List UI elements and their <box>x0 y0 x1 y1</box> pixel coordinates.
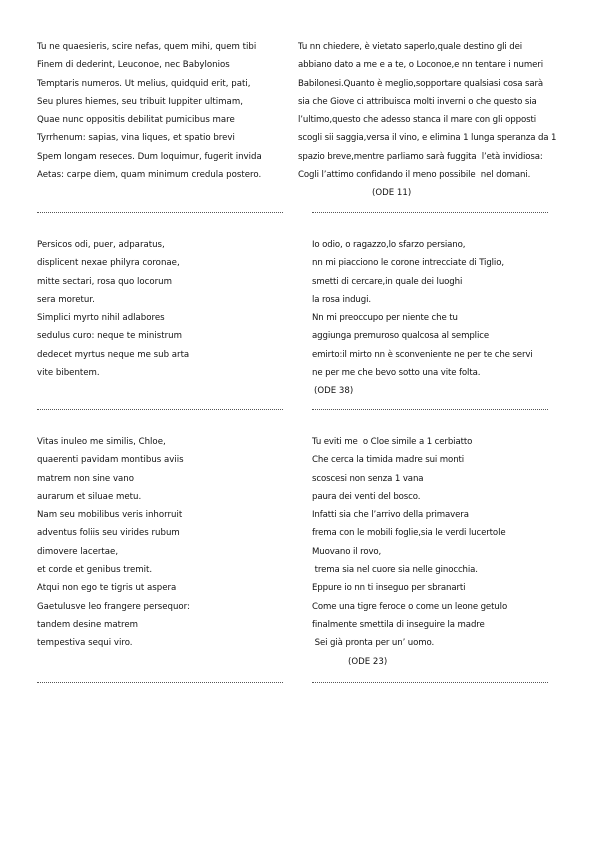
italian-line: Io odio, o ragazzo,lo sfarzo persiano, <box>312 240 466 250</box>
latin-line: Vitas inuleo me similis, Chloe, <box>37 437 166 447</box>
italian-line: Come una tigre feroce o come un leone getulo <box>312 601 508 612</box>
latin-line: dedecet myrtus neque me sub arta <box>37 349 190 360</box>
italian-line: abbiano dato a me e a te, o Loconoe,e nn tentare i numeri <box>298 60 543 71</box>
italian-line: Cogli l’attimo confidando il meno possibile nel domani. <box>298 170 531 181</box>
italian-translation-ode-38 <box>312 236 588 401</box>
latin-line: dimovere lacertae, <box>37 546 119 557</box>
latin-line: aurarum et siluae metu. <box>37 491 142 502</box>
latin-stanza-ode-23 <box>37 433 287 653</box>
dotted-separator <box>37 212 283 213</box>
italian-line: Tu nn chiedere, è vietato saperlo,quale destino gli dei <box>298 42 523 52</box>
italian-line: Che cerca la timida madre sui monti <box>312 455 465 466</box>
latin-line: displicent nexae philyra coronae, <box>37 258 180 269</box>
italian-line: spazio breve,mentre parliamo sarà fuggita l’età invidiosa: <box>298 151 543 162</box>
latin-line: Aetas: carpe diem, quam minimum credula postero. <box>37 170 262 181</box>
latin-line: quaerenti pavidam montibus aviis <box>37 455 184 466</box>
latin-line: Atqui non ego te tigris ut aspera <box>37 583 177 594</box>
dotted-separator <box>312 409 548 410</box>
latin-stanza-ode-11 <box>37 38 287 184</box>
latin-line: adventus foliis seu virides rubum <box>37 528 180 539</box>
italian-line: Tu eviti me o Cloe simile a 1 cerbiatto <box>312 437 473 447</box>
latin-line: Quae nunc oppositis debilitat pumicibus mare <box>37 115 235 126</box>
latin-line: matrem non sine vano <box>37 473 135 484</box>
latin-line: tandem desine matrem <box>37 619 139 630</box>
ode-number: (ODE 23) <box>348 656 388 667</box>
italian-line: l’ultimo,questo che adesso stanca il mare con gli opposti <box>298 115 536 126</box>
latin-line: vite bibentem. <box>37 368 100 379</box>
dotted-separator <box>37 682 283 683</box>
dotted-separator <box>312 682 548 683</box>
italian-translation-ode-11 <box>298 38 588 203</box>
italian-line: ne per me che bevo sotto una vite folta. <box>312 368 481 379</box>
latin-line: Tu ne quaesieris, scire nefas, quem mihi, quem tibi <box>37 42 257 52</box>
italian-line: nn mi piacciono le corone intrecciate di Tiglio, <box>312 258 504 269</box>
italian-line: sia che Giove ci attribuisca molti inverni o che questo sia <box>298 96 537 107</box>
latin-line: Seu plures hiemes, seu tribuit Iuppiter ultimam, <box>37 96 243 107</box>
italian-line: frema con le mobili foglie,sia le verdi lucertole <box>312 528 506 539</box>
dotted-separator <box>312 212 548 213</box>
latin-line: Tyrrhenum: sapias, vina liques, et spatio brevi <box>37 133 235 144</box>
latin-line: Finem di dederint, Leuconoe, nec Babylonios <box>37 60 230 71</box>
latin-line: Gaetulusve leo frangere persequor: <box>37 601 190 612</box>
italian-line: Eppure io nn ti inseguo per sbranarti <box>312 583 466 594</box>
ode-number: (ODE 38) <box>314 386 354 397</box>
italian-line: scoscesi non senza 1 vana <box>312 473 424 484</box>
latin-line: sera moretur. <box>37 294 95 305</box>
italian-line: emirto:il mirto nn è sconveniente ne per te che servi <box>312 349 533 360</box>
italian-line: Nn mi preoccupo per niente che tu <box>312 313 458 324</box>
latin-line: et corde et genibus tremit. <box>37 565 153 576</box>
latin-line: Nam seu mobilibus veris inhorruit <box>37 510 183 521</box>
italian-translation-ode-23 <box>312 433 588 671</box>
latin-line: Temptaris numeros. Ut melius, quidquid erit, pati, <box>37 78 251 89</box>
ode-number: (ODE 11) <box>372 188 412 199</box>
italian-line: trema sia nel cuore sia nelle ginocchia. <box>312 565 478 576</box>
italian-line: la rosa indugi. <box>312 294 371 305</box>
latin-line: mitte sectari, rosa quo locorum <box>37 276 172 287</box>
latin-stanza-ode-38 <box>37 236 287 382</box>
latin-line: Simplici myrto nihil adlabores <box>37 313 165 324</box>
dotted-separator <box>37 409 283 410</box>
italian-line: aggiunga premuroso qualcosa al semplice <box>312 331 489 342</box>
italian-line: smetti di cercare,in quale dei luoghi <box>312 276 463 287</box>
italian-line: Muovano il rovo, <box>312 546 382 557</box>
italian-line: Sei già pronta per un’ uomo. <box>312 638 435 649</box>
latin-line: tempestiva sequi viro. <box>37 638 133 649</box>
italian-line: Babilonesi.Quanto è meglio,sopportare qualsiasi cosa sarà <box>298 78 544 89</box>
italian-line: scogli sii saggia,versa il vino, e elimina 1 lunga speranza da 1 <box>298 133 557 144</box>
italian-line: Infatti sia che l’arrivo della primavera <box>312 510 469 521</box>
italian-line: finalmente smettila di inseguire la madre <box>312 619 485 630</box>
italian-line: paura dei venti del bosco. <box>312 491 421 502</box>
latin-line: Spem longam reseces. Dum loquimur, fugerit invida <box>37 151 262 162</box>
latin-line: Persicos odi, puer, adparatus, <box>37 240 165 250</box>
latin-line: sedulus curo: neque te ministrum <box>37 331 182 342</box>
